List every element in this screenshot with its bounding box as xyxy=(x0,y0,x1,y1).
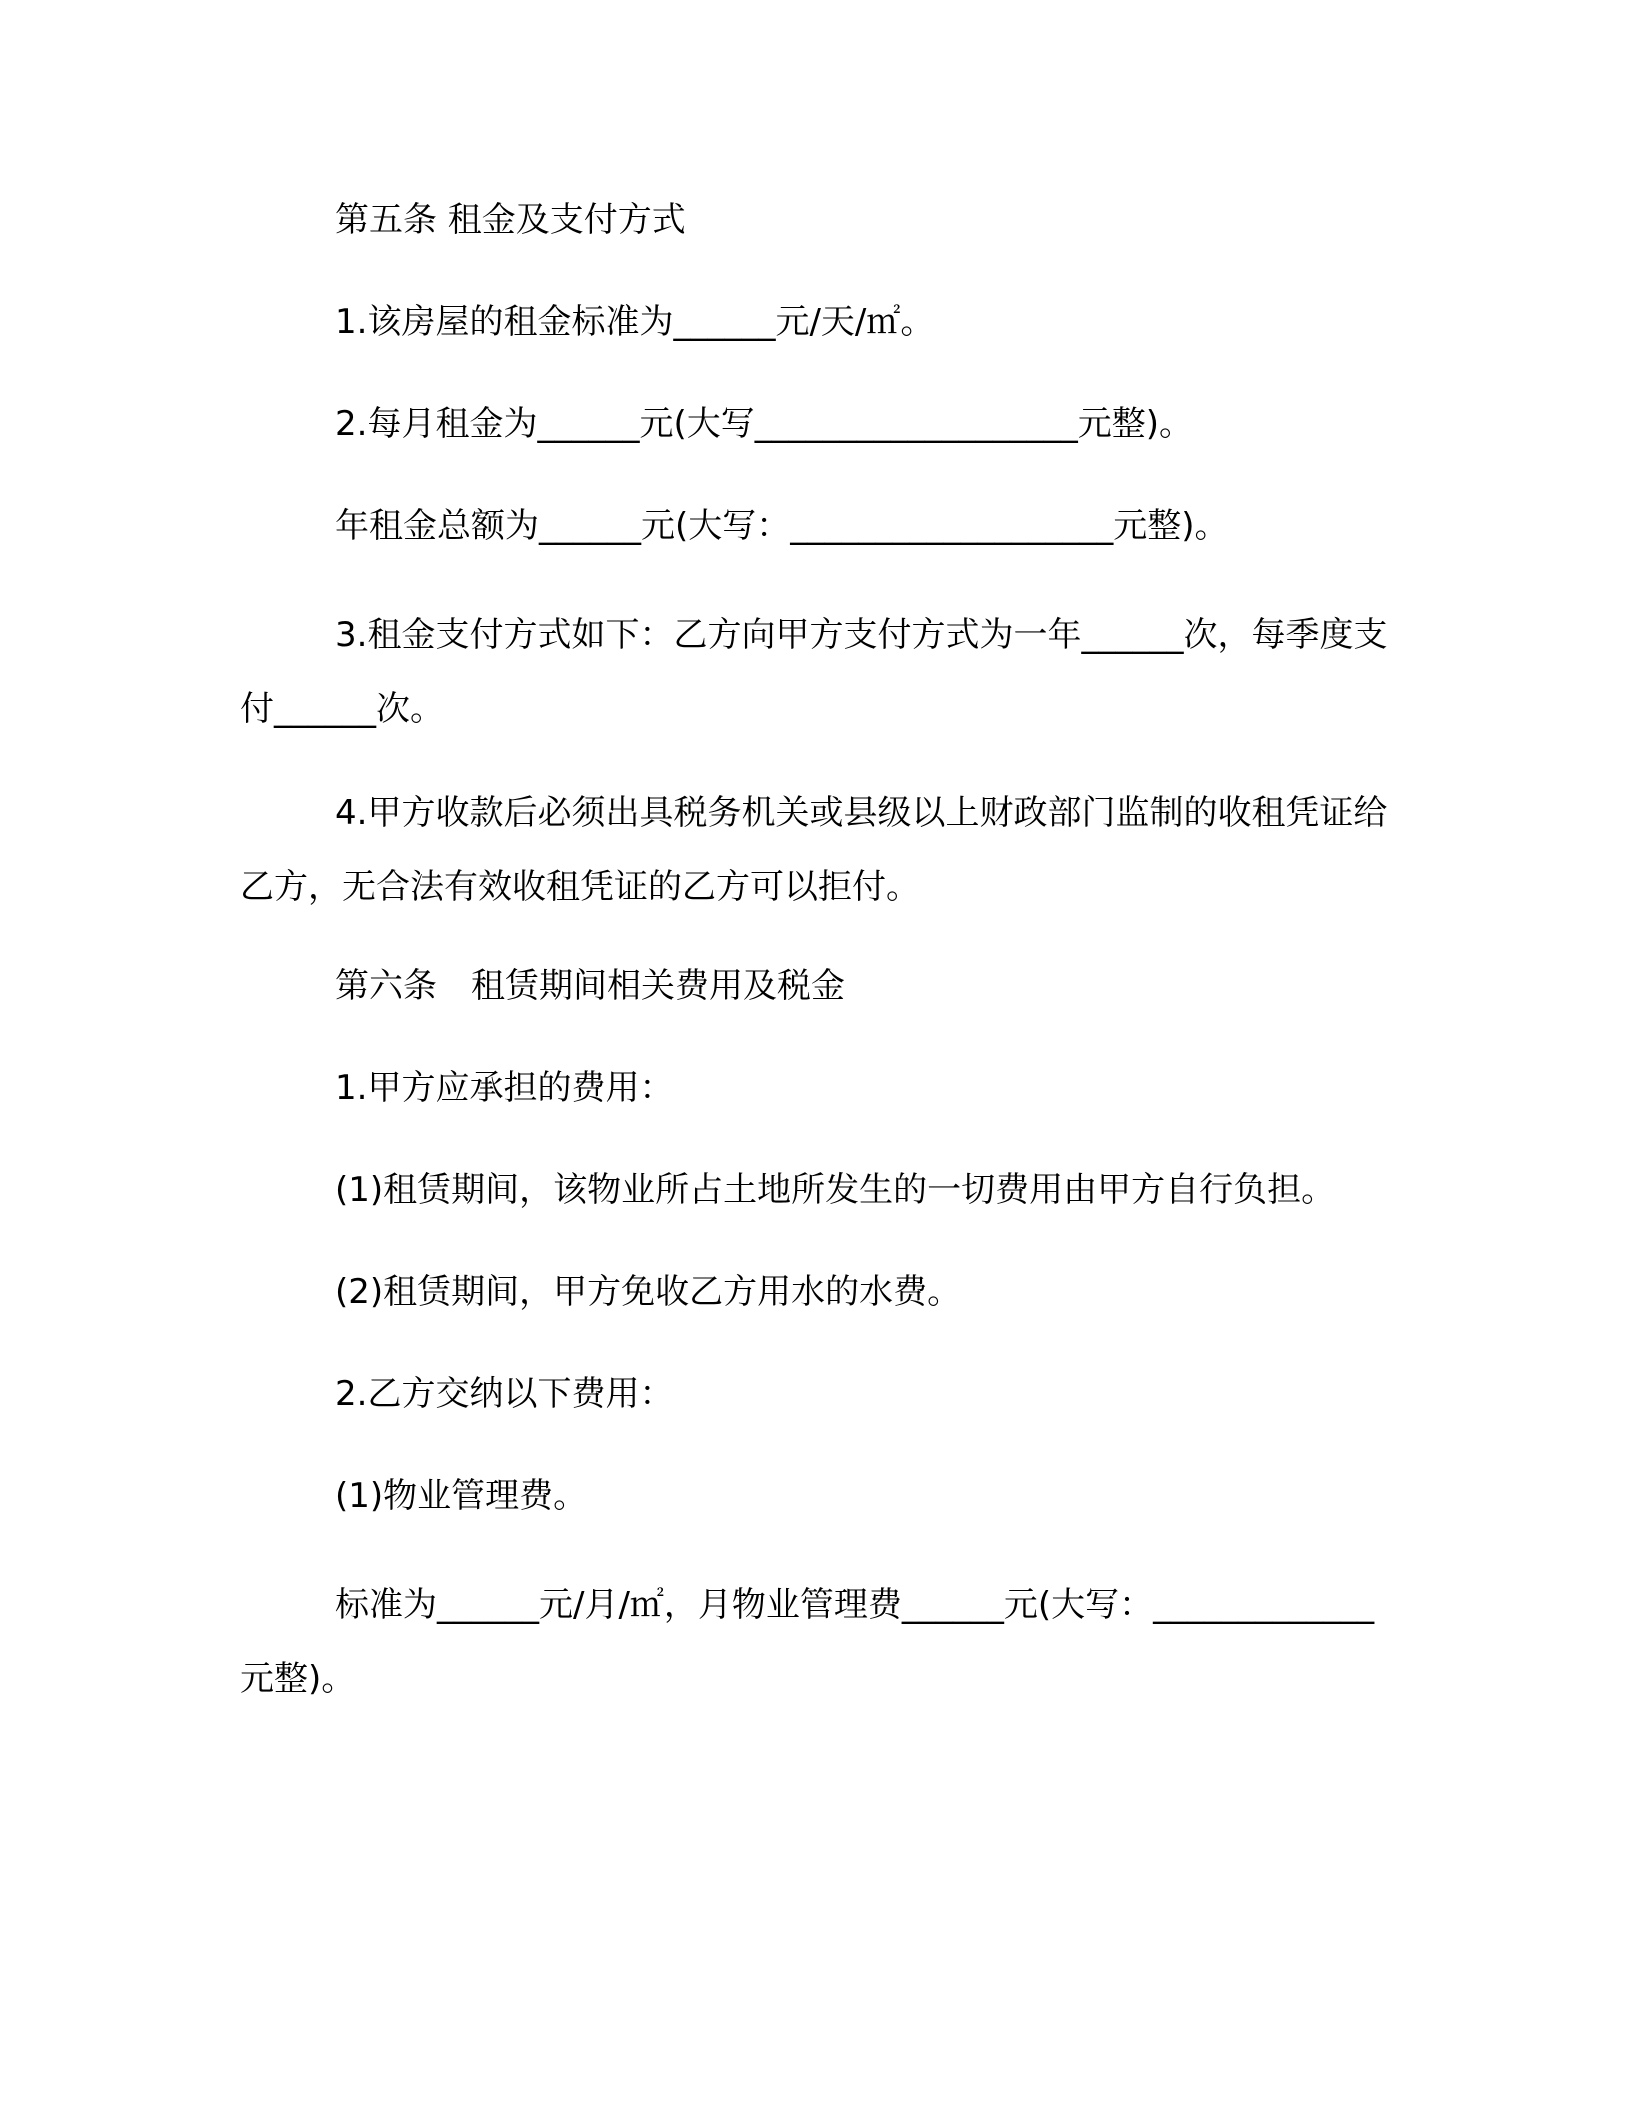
party-a-fee-item-1: (1)租赁期间，该物业所占土地所发生的一切费用由甲方自行负担。 xyxy=(335,1170,1336,1210)
rent-standard-line: 1.该房屋的租金标准为______元/天/㎡。 xyxy=(335,302,935,342)
management-fee-paragraph: 标准为______元/月/㎡，月物业管理费______元(大写：_____________元整)。 xyxy=(240,1585,1375,1699)
article-5-heading: 第五条 租金及支付方式 xyxy=(335,200,686,240)
party-b-fee-item-1: (1)物业管理费。 xyxy=(335,1476,588,1516)
payment-method-paragraph: 3.租金支付方式如下：乙方向甲方支付方式为一年______次，每季度支付______次。 xyxy=(240,615,1388,729)
monthly-rent-line: 2.每月租金为______元(大写___________________元整)。 xyxy=(335,404,1193,444)
annual-rent-line: 年租金总额为______元(大写：___________________元整)。 xyxy=(335,506,1229,546)
article-6-heading: 第六条 租赁期间相关费用及税金 xyxy=(335,966,845,1006)
party-a-fees-heading: 1.甲方应承担的费用： xyxy=(335,1068,674,1108)
party-a-fee-item-2: (2)租赁期间，甲方免收乙方用水的水费。 xyxy=(335,1272,962,1312)
receipt-paragraph: 4.甲方收款后必须出具税务机关或县级以上财政部门监制的收租凭证给乙方，无合法有效收租凭证的乙方可以拒付。 xyxy=(240,793,1388,907)
party-b-fees-heading: 2.乙方交纳以下费用： xyxy=(335,1374,674,1414)
